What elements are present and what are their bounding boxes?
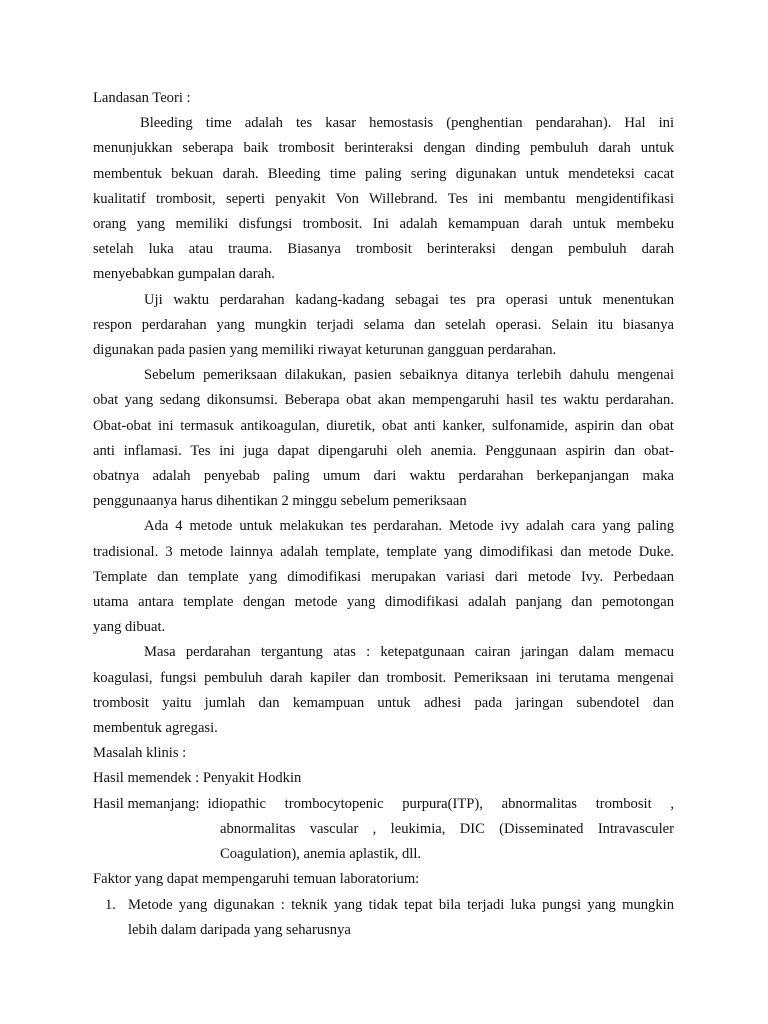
paragraph [93, 514, 674, 640]
long-result-label: Hasil memanjang: [93, 795, 200, 812]
short-result-line: Hasil memendek : Penyakit Hodkin [93, 770, 302, 787]
paragraph [93, 640, 674, 741]
text-line: utama antara template dengan metode yang dimodifikasi adalah panjang dan pemotongan [93, 594, 674, 611]
text-line: koagulasi, fungsi pembuluh darah kapiler dan trombosit. Pemeriksaan ini terutama mengenai [93, 669, 674, 686]
long-result-text: Coagulation), anemia aplastik, dll. [220, 846, 422, 863]
paragraph [93, 288, 674, 364]
list-item-text: lebih dalam daripada yang seharusnya [128, 921, 351, 938]
text-line: Uji waktu perdarahan kadang-kadang sebagai tes pra operasi untuk menentukan [144, 291, 674, 308]
text-line: Masa perdarahan tergantung atas : ketepatgunaan cairan jaringan dalam memacu [144, 644, 674, 661]
text-line: kualitatif trombosit, seperti penyakit Von Willebrand. Tes ini membantu mengidentifikasi [93, 190, 674, 207]
text-line: Template dan template yang dimodifikasi merupakan variasi dari metode Ivy. Perbedaan [93, 568, 674, 585]
text-line: Obat-obat ini termasuk antikoagulan, diuretik, obat anti kanker, sulfonamide, aspirin dan obat [93, 417, 674, 434]
text-line: digunakan pada pasien yang memiliki riwayat keturunan gangguan perdarahan. [93, 342, 557, 359]
text-line: anti inflamasi. Tes ini juga dapat dipengaruhi oleh anemia. Penggunaan aspirin dan obat- [93, 442, 674, 459]
section-heading: Landasan Teori : [93, 90, 191, 106]
text-line: orang yang memiliki disfungsi trombosit. Ini adalah kemampuan darah untuk membeku [93, 216, 674, 233]
text-line: respon perdarahan yang mungkin terjadi selama dan setelah operasi. Selain itu biasanya [93, 316, 674, 333]
text-line: tradisional. 3 metode lainnya adalah template, template yang dimodifikasi dan metode Duke. [93, 543, 674, 560]
text-line: Sebelum pemeriksaan dilakukan, pasien sebaiknya ditanya terlebih dahulu mengenai [144, 367, 674, 384]
paragraph [93, 363, 674, 514]
clinical-heading: Masalah klinis : [93, 745, 187, 762]
factors-heading: Faktor yang dapat mempengaruhi temuan laboratorium: [93, 871, 420, 888]
list-item [93, 893, 674, 943]
text-line: setelah luka atau trauma. Biasanya trombosit berinteraksi dengan pembuluh darah [93, 241, 674, 258]
text-line: membentuk bekuan darah. Bleeding time paling sering digunakan untuk mendeteksi cacat [93, 165, 674, 182]
long-result-text: idiopathic trombocytopenic purpura(ITP), abnormalitas trombosit , [207, 795, 674, 812]
paragraph [93, 111, 674, 287]
text-line: menyebabkan gumpalan darah. [93, 266, 275, 283]
text-line: obatnya adalah penyebab paling umum dari waktu perdarahan berkepanjangan maka [93, 468, 674, 485]
list-item-text: Metode yang digunakan : teknik yang tidak tepat bila terjadi luka pungsi yang mungkin [128, 896, 674, 913]
long-result-block [93, 792, 674, 817]
text-line: Ada 4 metode untuk melakukan tes perdarahan. Metode ivy adalah cara yang paling [144, 518, 674, 535]
text-line: trombosit yaitu jumlah dan kemampuan untuk adhesi pada jaringan subendotel dan [93, 694, 674, 711]
text-line: menunjukkan seberapa baik trombosit berinteraksi dengan dinding pembuluh darah untuk [93, 140, 674, 157]
text-line: penggunaanya harus dihentikan 2 minggu sebelum pemeriksaan [93, 493, 467, 510]
list-item-number: 1. [105, 896, 116, 913]
text-line: obat yang sedang dikonsumsi. Beberapa obat akan mempengaruhi hasil tes waktu perdarahan. [93, 392, 674, 409]
long-result-text: abnormalitas vascular , leukimia, DIC (Disseminated Intravasculer [220, 820, 674, 837]
text-line: membentuk agregasi. [93, 720, 218, 737]
text-line: Bleeding time adalah tes kasar hemostasis (penghentian pendarahan). Hal ini [140, 115, 674, 132]
text-line: yang dibuat. [93, 619, 166, 636]
